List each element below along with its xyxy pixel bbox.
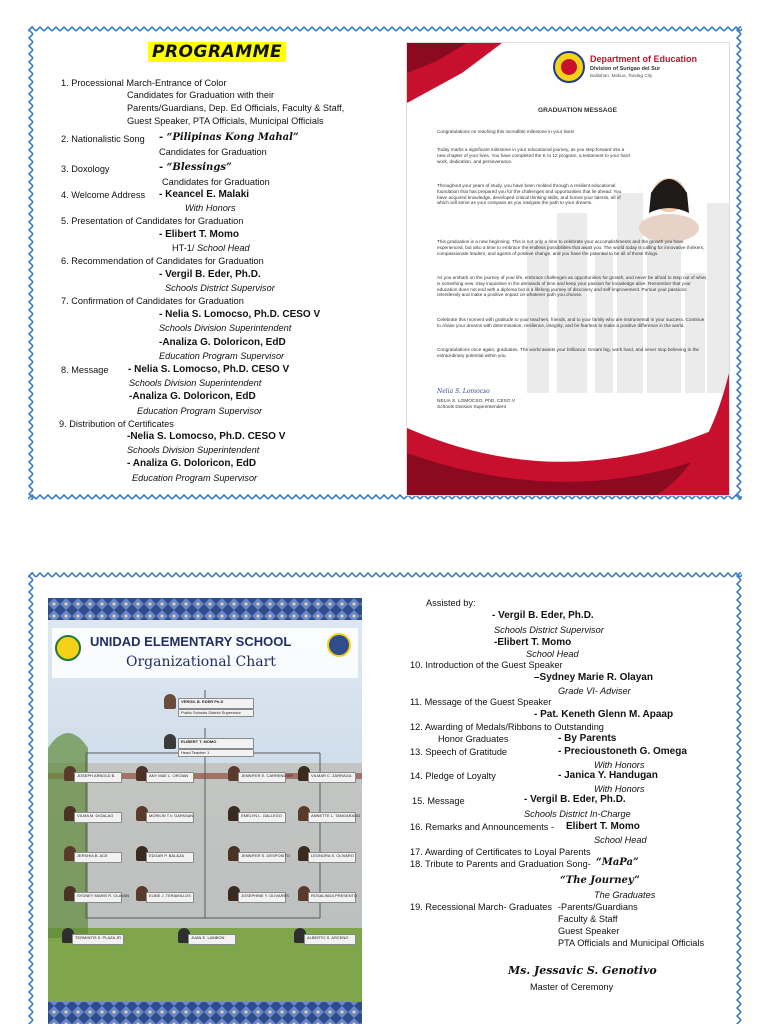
- org-node-name: ROSALINDA PRESENTO: [311, 893, 357, 898]
- programme-item-9-name-1: -Nelia S. Lomocso, Ph.D. CESO V: [127, 431, 286, 442]
- programme-item-2-label: 2. Nationalistic Song: [61, 134, 145, 144]
- master-of-ceremony-name: Ms. Jessavic S. Genotivo: [508, 964, 657, 977]
- programme-item-8-name-1: - Nelia S. Lomocso, Ph.D. CESO V: [128, 364, 290, 375]
- programme-item-4-label: 4. Welcome Address: [61, 190, 146, 200]
- message-paragraph: As you embark on the journey of your life, embrace challenges as opportunities for growth, and never be afraid to step out of what is something new. Stay inquisitive in the demands of time and keep your passion for knowledge alive. Remember that your education does not end with a diploma but is a lifelong journey of discovery and self-improvement. Pursue your passions relentlessly and make a positive impact on whatever path you choose.: [437, 275, 706, 298]
- org-node-name: LEONORA S. OLIVARO: [311, 853, 354, 858]
- programme-item-19-value-1: -Parents/Guardians: [558, 902, 638, 912]
- programme-item-14-label: 14. Pledge of Loyalty: [410, 771, 496, 781]
- message-paragraph: Celebrate this moment with gratitude to your teachers, friends, and to your family who are instrumental in your success. Continue to chase your dreams with determination, resilience, integrity, and be fearless to make a positive difference in the world.: [437, 317, 705, 328]
- graduation-message-card: [406, 42, 730, 496]
- school-logo-icon: [56, 636, 80, 660]
- programme-title: PROGRAMME: [148, 42, 286, 62]
- assisted-by-role-1: Schools District Supervisor: [494, 625, 604, 635]
- programme-item-3-sub: Candidates for Graduation: [162, 177, 270, 187]
- programme-item-7-role-2: Education Program Supervisor: [159, 351, 285, 361]
- programme-item-10-label: 10. Introduction of the Guest Speaker: [410, 660, 563, 670]
- programme-item-9-role-2: Education Program Supervisor: [132, 473, 258, 483]
- programme-item-2-song: - “Pilipinas Kong Mahal”: [159, 132, 299, 143]
- programme-item-18-label: 18. Tribute to Parents and Graduation Song-: [410, 859, 591, 869]
- programme-page-1: [28, 26, 742, 500]
- programme-item-13-sub: With Honors: [594, 760, 645, 770]
- signatory-title: Schools Division Superintendent: [437, 405, 507, 410]
- programme-item-18-sub: The Graduates: [594, 890, 656, 900]
- org-node-name: ANNETTE L. TANGARADO: [311, 813, 361, 818]
- organizational-chart: [48, 598, 362, 1024]
- deped-seal-icon: [328, 634, 350, 656]
- programme-item-5-role-italic: School Head: [197, 243, 250, 253]
- programme-item-1-cont: Parents/Guardians, Dep. Ed Officials, Faculty & Staff,: [127, 103, 345, 113]
- programme-item-19-value-4: PTA Officials and Municipal Officials: [558, 938, 705, 948]
- programme-item-11-label: 11. Message of the Guest Speaker: [410, 697, 552, 707]
- signatory-name: NELIA S. LOMOCSO, PhD, CESO V: [437, 399, 516, 404]
- programme-item-4-name: - Keancel E. Malaki: [159, 189, 250, 200]
- org-node-name: TERMINTIS S. PLAZA JR.: [75, 935, 123, 940]
- programme-page-2: [28, 572, 742, 1024]
- programme-item-7-label: 7. Confirmation of Candidates for Graduation: [61, 296, 244, 306]
- programme-item-10-name: –Sydney Marie R. Olayan: [534, 672, 653, 683]
- org-node-name: VERGIL B. EDER Ph.D: [181, 699, 224, 704]
- programme-item-15-role: Schools District In-Charge: [524, 809, 631, 819]
- programme-item-1-cont: Guest Speaker, PTA Officials, Municipal Officials: [127, 116, 324, 126]
- org-node-name: ELBIE J. TERAMILLOS: [149, 893, 191, 898]
- programme-item-14-sub: With Honors: [594, 784, 645, 794]
- programme-item-6-label: 6. Recommendation of Candidates for Graduation: [61, 256, 264, 266]
- assisted-by-label: Assisted by:: [426, 598, 476, 608]
- programme-item-7-role-1: Schools Division Superintendent: [159, 323, 292, 333]
- programme-item-16-label: 16. Remarks and Announcements -: [410, 822, 555, 832]
- programme-item-5-label: 5. Presentation of Candidates for Graduation: [61, 216, 244, 226]
- programme-item-17-label: 17. Awarding of Certificates to Loyal Parents: [410, 847, 591, 857]
- programme-item-3-label: 3. Doxology: [61, 164, 110, 174]
- programme-item-6-role: Schools District Supervisor: [165, 283, 275, 293]
- assisted-by-name-2: -Elibert T. Momo: [494, 637, 572, 648]
- org-node-name: EMELYN L. GALLEGO: [241, 813, 282, 818]
- programme-item-19-label: 19. Recessional March- Graduates: [410, 902, 552, 912]
- org-node-name: MORILIN T.V. DAPASAN: [149, 813, 194, 818]
- message-paragraph: Throughout your years of study, you have been molded through a resilient educational foundation that has prepared you for the challenges and opportunities that lie ahead. You have acquired knowledge, developed critical thinking skills, and honed your talents, all of which will serve as your compass as you navigate the path to your dreams.: [437, 183, 622, 206]
- programme-item-19-value-2: Faculty & Staff: [558, 914, 618, 924]
- programme-item-9-label: 9. Distribution of Certificates: [59, 419, 174, 429]
- programme-item-15-name: - Vergil B. Eder, Ph.D.: [524, 794, 626, 805]
- deped-address: Balilahan, Mabua, Tandag City: [590, 73, 653, 78]
- programme-item-7-name-2: -Analiza G. Doloricon, EdD: [159, 337, 286, 348]
- programme-item-8-name-2: -Analiza G. Doloricon, EdD: [129, 391, 256, 402]
- programme-item-8-role-1: Schools Division Superintendent: [129, 378, 262, 388]
- org-node-name: ELIBERT T. MOMO: [181, 739, 217, 744]
- message-paragraph: Congratulations on reaching this incredible milestone in your lives!: [437, 129, 575, 134]
- org-node-name: EDGAR P. BALAZA: [149, 853, 185, 858]
- programme-item-3-song: - “Blessings”: [159, 162, 232, 173]
- org-node-name: SYDNEY MARIE R. OLAYAN: [77, 893, 130, 898]
- programme-item-5-name: - Elibert T. Momo: [159, 229, 239, 240]
- programme-item-13-name: - Precioustoneth G. Omega: [558, 746, 687, 757]
- message-paragraph: Congratulations once again, graduates. The world awaits your brilliance. Dream big, work hard, and never stop believing in the extraordinary potential within you.: [437, 347, 700, 358]
- programme-item-1: 1. Processional March-Entrance of Color: [61, 78, 227, 88]
- programme-item-2-sub: Candidates for Graduation: [159, 147, 267, 157]
- school-name: UNIDAD ELEMENTARY SCHOOL: [90, 634, 292, 649]
- message-heading: GRADUATION MESSAGE: [538, 107, 618, 114]
- programme-item-18-song-2: “The Journey”: [560, 875, 640, 886]
- org-node-name: ALBERTO S. ARCENO: [307, 935, 349, 940]
- assisted-by-name-1: - Vergil B. Eder, Ph.D.: [492, 610, 594, 621]
- org-node-role: Head Teacher 1: [181, 750, 210, 755]
- org-node-name: JOSEPH ARNOLD B.: [77, 773, 116, 778]
- programme-item-18-song-1: “MaPa”: [596, 857, 639, 868]
- deped-name: Department of Education: [590, 54, 698, 64]
- programme-item-8-label: 8. Message: [61, 365, 109, 375]
- master-of-ceremony-role: Master of Ceremony: [530, 982, 614, 992]
- signature: Nelia S. Lomocso: [437, 388, 490, 395]
- programme-item-11-name: - Pat. Keneth Glenn M. Apaap: [534, 709, 674, 720]
- programme-item-19-value-3: Guest Speaker: [558, 926, 620, 936]
- programme-item-1-cont: Candidates for Graduation with their: [127, 90, 275, 100]
- programme-item-6-name: - Vergil B. Eder, Ph.D.: [159, 269, 261, 280]
- programme-item-15-label: 15. Message: [412, 796, 465, 806]
- org-node-name: JENNIFER E. CARRENDIER: [241, 773, 294, 778]
- message-paragraph: This graduation is a new beginning. This is not only a time to celebrate your accomplishments and the growth you have experienced, but also a time to embrace the endless possibilities that await you. The world today is calling for innovative thinkers, compassionate leaders, and agents of positive change, and you have the potential to be all of those things.: [437, 239, 705, 256]
- programme-item-12-label: 12. Awarding of Medals/Ribbons to Outstanding: [410, 722, 604, 732]
- org-node-name: JOSEPHINE Y. OLIVARES: [241, 893, 289, 898]
- programme-item-16-role: School Head: [594, 835, 647, 845]
- programme-item-12-sub: Honor Graduates: [438, 734, 509, 744]
- programme-item-13-label: 13. Speech of Gratitude: [410, 747, 508, 757]
- programme-item-10-role: Grade VI- Adviser: [558, 686, 631, 696]
- programme-item-9-name-2: - Analiza G. Doloricon, EdD: [127, 458, 257, 469]
- programme-item-7-name-1: - Nelia S. Lomocso, Ph.D. CESO V: [159, 309, 321, 320]
- programme-item-16-name: Elibert T. Momo: [566, 821, 640, 832]
- org-chart-subtitle: Organizational Chart: [126, 654, 276, 670]
- programme-item-8-role-2: Education Program Supervisor: [137, 406, 263, 416]
- message-paragraph: Today marks a significant milestone in your educational journey, as you step forward into a new chapter of your lives. You have completed the K to 12 program, a testament to your hard work, dedication, and perseverance.: [437, 147, 630, 164]
- org-node-name: VILMA M. DIGALAO: [77, 813, 114, 818]
- programme-item-9-role-1: Schools Division Superintendent: [127, 445, 260, 455]
- org-node-name: VILMAR C. ZARRAGA: [311, 773, 352, 778]
- org-node-name: JENNIFER S. DESPOSITO: [241, 853, 290, 858]
- programme-item-14-name: - Janica Y. Handugan: [558, 770, 658, 781]
- org-node-role: Public Schools District Supervisor: [181, 710, 241, 715]
- programme-item-5-role: HT-1/: [172, 243, 195, 253]
- org-node-name: JUAN E. LAMBON: [191, 935, 225, 940]
- assisted-by-role-2: School Head: [526, 649, 579, 659]
- org-node-name: ANY MAE L. OROIAN: [149, 773, 189, 778]
- programme-item-4-sub: With Honors: [185, 203, 236, 213]
- programme-item-12-value: - By Parents: [558, 733, 617, 744]
- deped-division: Division of Surigao del Sur: [590, 66, 661, 72]
- org-node-name: JERSHIA B. ACE: [77, 853, 108, 858]
